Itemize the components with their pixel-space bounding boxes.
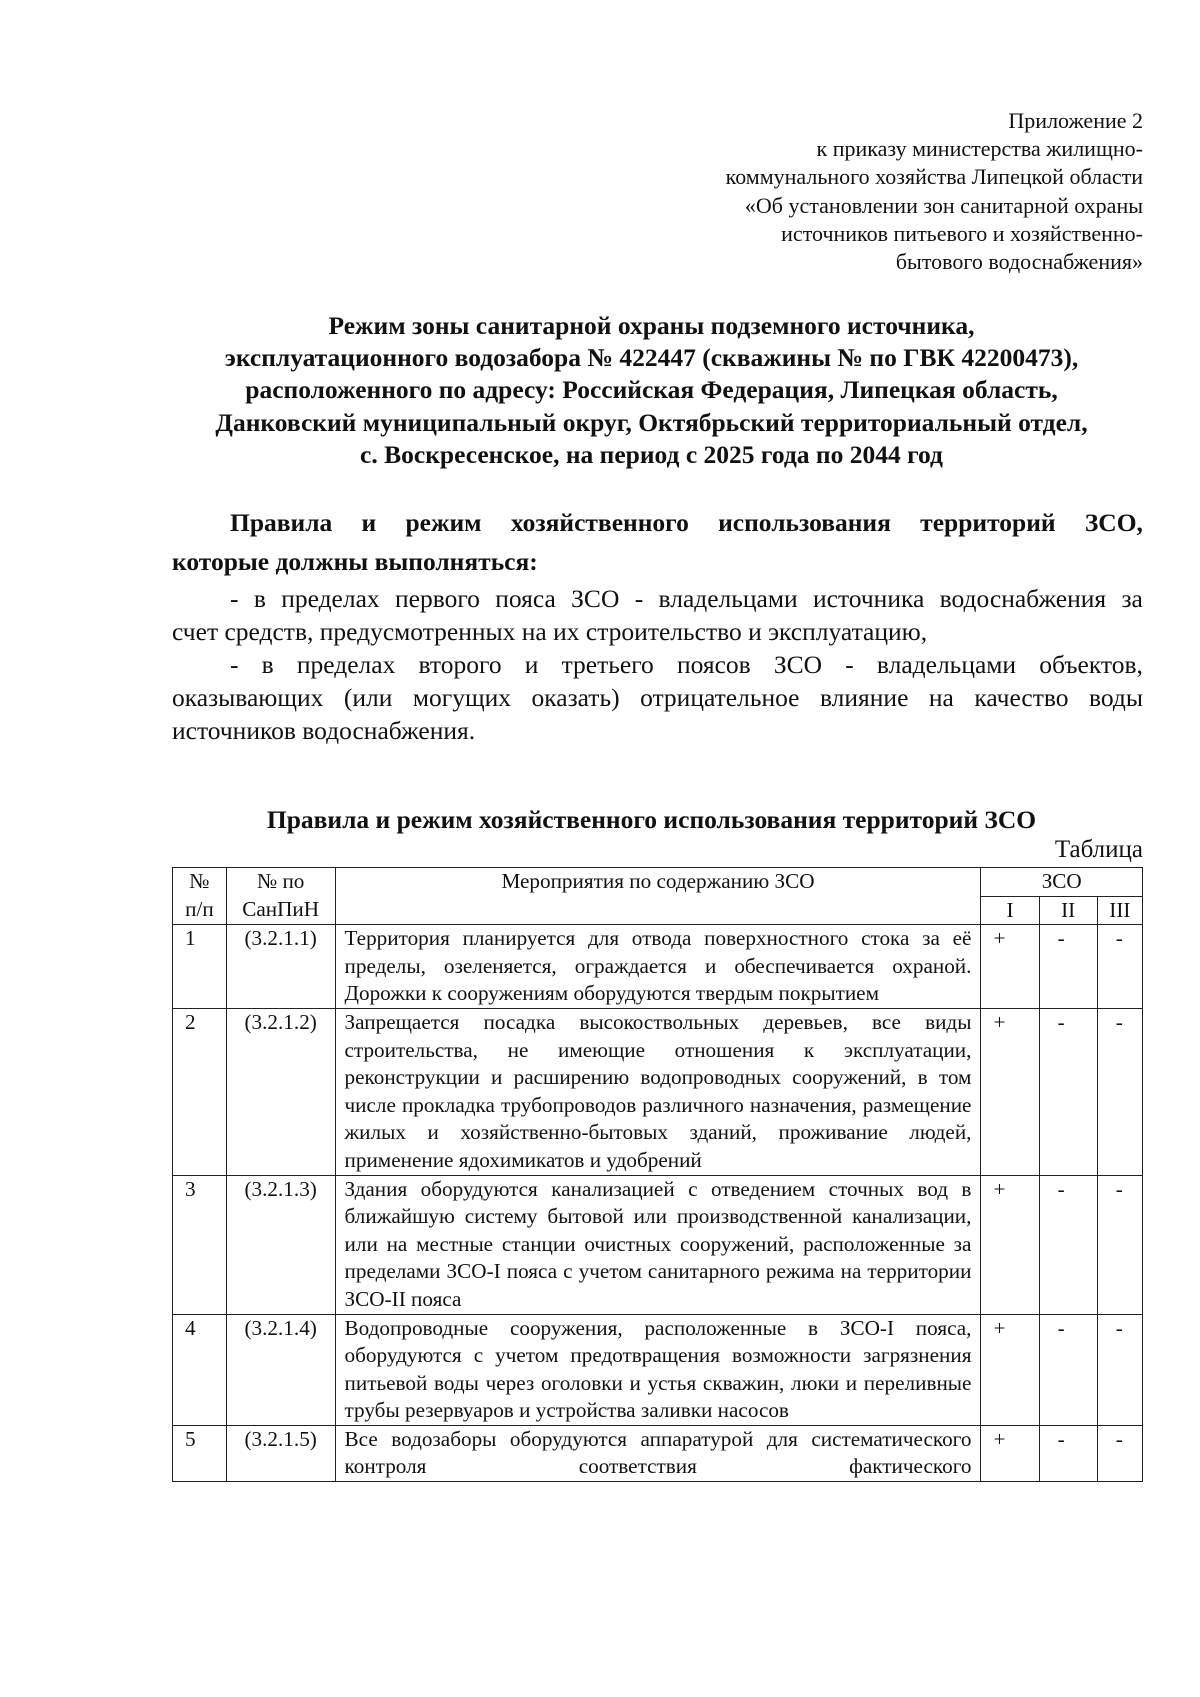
title-line: Режим зоны санитарной охраны подземного источника, bbox=[328, 311, 975, 340]
table-row bbox=[173, 1425, 1143, 1481]
row-zone-i: + bbox=[981, 1008, 1039, 1175]
intro-paragraphs bbox=[172, 582, 1143, 747]
intro-p1-line-1 bbox=[172, 582, 1143, 615]
word: (или bbox=[343, 683, 393, 712]
intro-p2-line-1 bbox=[172, 648, 1143, 681]
document-title bbox=[160, 310, 1143, 471]
header-sanpin-line-2: СанПиН bbox=[242, 896, 320, 921]
word: пределах bbox=[296, 650, 396, 679]
row-zone-ii: - bbox=[1039, 925, 1097, 1009]
word: территорий bbox=[920, 508, 1056, 537]
table-label: Таблица bbox=[1054, 836, 1143, 863]
word: оказать) bbox=[531, 683, 620, 712]
appendix-line: «Об установлении зон санитарной охраны bbox=[744, 192, 1143, 218]
word: водоснабжения bbox=[939, 584, 1107, 613]
word: - bbox=[230, 650, 239, 679]
word: за bbox=[1121, 584, 1143, 613]
word: оказывающих bbox=[172, 683, 324, 712]
word: режим bbox=[405, 508, 482, 537]
appendix-line: к приказу министерства жилищно- bbox=[816, 136, 1143, 162]
row-zone-i: + bbox=[981, 1314, 1039, 1425]
row-sanpin: (3.2.1.3) bbox=[226, 1175, 335, 1314]
word: и bbox=[524, 650, 539, 679]
row-zone-ii: - bbox=[1039, 1175, 1097, 1314]
word: владельцами bbox=[876, 650, 1017, 679]
word: в bbox=[253, 584, 266, 613]
appendix-line: бытового водоснабжения» bbox=[895, 249, 1143, 275]
section-heading-line-2: которые должны выполняться: bbox=[172, 547, 538, 576]
table-row bbox=[173, 925, 1143, 1009]
row-sanpin: (3.2.1.1) bbox=[226, 925, 335, 1009]
intro-p2-line-2 bbox=[172, 681, 1143, 714]
header-zone-i: I bbox=[981, 896, 1039, 925]
row-num: 3 bbox=[173, 1175, 227, 1314]
appendix-line: источников питьевого и хозяйственно- bbox=[781, 220, 1143, 246]
row-text: Здания оборудуются канализацией с отведением сточных вод в ближайшую систему бытовой или производственной канализации, или на местные станции очистных сооружений, расположенные за пределами ЗСО-I пояса с учетом санитарного режима на территории ЗСО-II пояса bbox=[335, 1175, 981, 1314]
row-zone-iii: - bbox=[1097, 1314, 1142, 1425]
word: влияние bbox=[819, 683, 909, 712]
header-sanpin bbox=[226, 868, 335, 925]
title-line: с. Воскресенское, на период с 2025 года по 2044 год bbox=[360, 439, 943, 469]
row-num: 5 bbox=[173, 1425, 227, 1481]
row-sanpin: (3.2.1.4) bbox=[226, 1314, 335, 1425]
word: ЗСО bbox=[571, 584, 620, 613]
row-zone-ii: - bbox=[1039, 1008, 1097, 1175]
word: - bbox=[845, 650, 854, 679]
rules-table bbox=[172, 867, 1143, 1482]
row-zone-iii: - bbox=[1097, 925, 1142, 1009]
appendix-line: Приложение 2 bbox=[1008, 108, 1143, 133]
appendix-header bbox=[583, 107, 1143, 276]
word: Правила bbox=[230, 508, 333, 537]
table-title: Правила и режим хозяйственного использования территорий ЗСО bbox=[266, 805, 1037, 834]
word: - bbox=[634, 584, 644, 613]
row-sanpin: (3.2.1.5) bbox=[226, 1425, 335, 1481]
table-row bbox=[173, 1008, 1143, 1175]
row-zone-i: + bbox=[981, 1175, 1039, 1314]
title-line: расположенного по адресу: Российская Федерация, Липецкая область, bbox=[245, 375, 1058, 405]
word: в bbox=[261, 650, 274, 679]
word: воды bbox=[1088, 683, 1143, 712]
row-text: Водопроводные сооружения, расположенные в ЗСО-I пояса, оборудуются с учетом предотвращения возможности загрязнения питьевой воды через оголовки и устья скважин, люки и переливные трубы резервуаров и устройства заливки насосов bbox=[335, 1314, 981, 1425]
header-measures: Мероприятия по содержанию ЗСО bbox=[335, 868, 981, 925]
word: пределах bbox=[281, 584, 380, 613]
title-line: Данковский муниципальный округ, Октябрьский территориальный отдел, bbox=[215, 407, 1088, 437]
table-row bbox=[173, 1175, 1143, 1314]
row-zone-ii: - bbox=[1039, 1314, 1097, 1425]
word: ЗСО, bbox=[1084, 508, 1143, 537]
row-text: Запрещается посадка высокоствольных деревьев, все виды строительства, не имеющие отношения к эксплуатации, реконструкции и расширению водопроводных сооружений, в том числе прокладка трубопроводов различного назначения, размещение жилых и хозяйственно-бытовых зданий, проживание людей, применение ядохимикатов и удобрений bbox=[335, 1008, 981, 1175]
row-text: Территория планируется для отвода поверхностного стока за её пределы, озеленяется, ограждается и обеспечивается охраной. Дорожки к сооружениям оборудуются твердым покрытием bbox=[335, 925, 981, 1009]
word: и bbox=[361, 508, 377, 537]
header-num-line-2: п/п bbox=[185, 896, 214, 921]
word: владельцами bbox=[658, 584, 798, 613]
header-zso: ЗСО bbox=[981, 868, 1143, 897]
word: поясов bbox=[676, 650, 751, 679]
header-sanpin-line-1: № по bbox=[256, 869, 305, 893]
word: третьего bbox=[561, 650, 654, 679]
header-num bbox=[173, 868, 227, 925]
word: отрицательное bbox=[640, 683, 800, 712]
word: пояса bbox=[495, 584, 556, 613]
row-num: 4 bbox=[173, 1314, 227, 1425]
word: второго bbox=[418, 650, 502, 679]
word: хозяйственного bbox=[510, 508, 689, 537]
section-heading-line-1 bbox=[172, 505, 1143, 540]
word: ЗСО bbox=[773, 650, 823, 679]
row-num: 2 bbox=[173, 1008, 227, 1175]
word: источника bbox=[813, 584, 925, 613]
row-zone-iii: - bbox=[1097, 1175, 1142, 1314]
section-heading bbox=[172, 505, 1143, 579]
row-num: 1 bbox=[173, 925, 227, 1009]
row-zone-ii: - bbox=[1039, 1425, 1097, 1481]
word: использования bbox=[718, 508, 891, 537]
table-row bbox=[173, 1314, 1143, 1425]
table-header-row bbox=[173, 868, 1143, 897]
row-zone-iii: - bbox=[1097, 1008, 1142, 1175]
row-sanpin: (3.2.1.2) bbox=[226, 1008, 335, 1175]
title-line: эксплуатационного водозабора № 422447 (скважины № по ГВК 42200473), bbox=[224, 343, 1079, 373]
word: могущих bbox=[412, 683, 512, 712]
word: качество bbox=[974, 683, 1069, 712]
word: объектов, bbox=[1039, 650, 1143, 679]
intro-p1-line-2: счет средств, предусмотренных на их строительство и эксплуатацию, bbox=[172, 617, 928, 646]
header-num-line-1: № bbox=[189, 869, 210, 893]
header-zone-ii: II bbox=[1039, 896, 1097, 925]
word: на bbox=[928, 683, 954, 712]
word: - bbox=[230, 584, 239, 613]
header-zone-iii: III bbox=[1097, 896, 1142, 925]
word: первого bbox=[395, 584, 480, 613]
row-zone-iii: - bbox=[1097, 1425, 1142, 1481]
row-text: Все водозаборы оборудуются аппаратурой для систематического контроля соответствия фактического bbox=[335, 1425, 981, 1481]
row-zone-i: + bbox=[981, 1425, 1039, 1481]
row-zone-i: + bbox=[981, 925, 1039, 1009]
intro-p2-line-3: источников водоснабжения. bbox=[172, 716, 476, 745]
appendix-line: коммунального хозяйства Липецкой области bbox=[725, 164, 1143, 190]
